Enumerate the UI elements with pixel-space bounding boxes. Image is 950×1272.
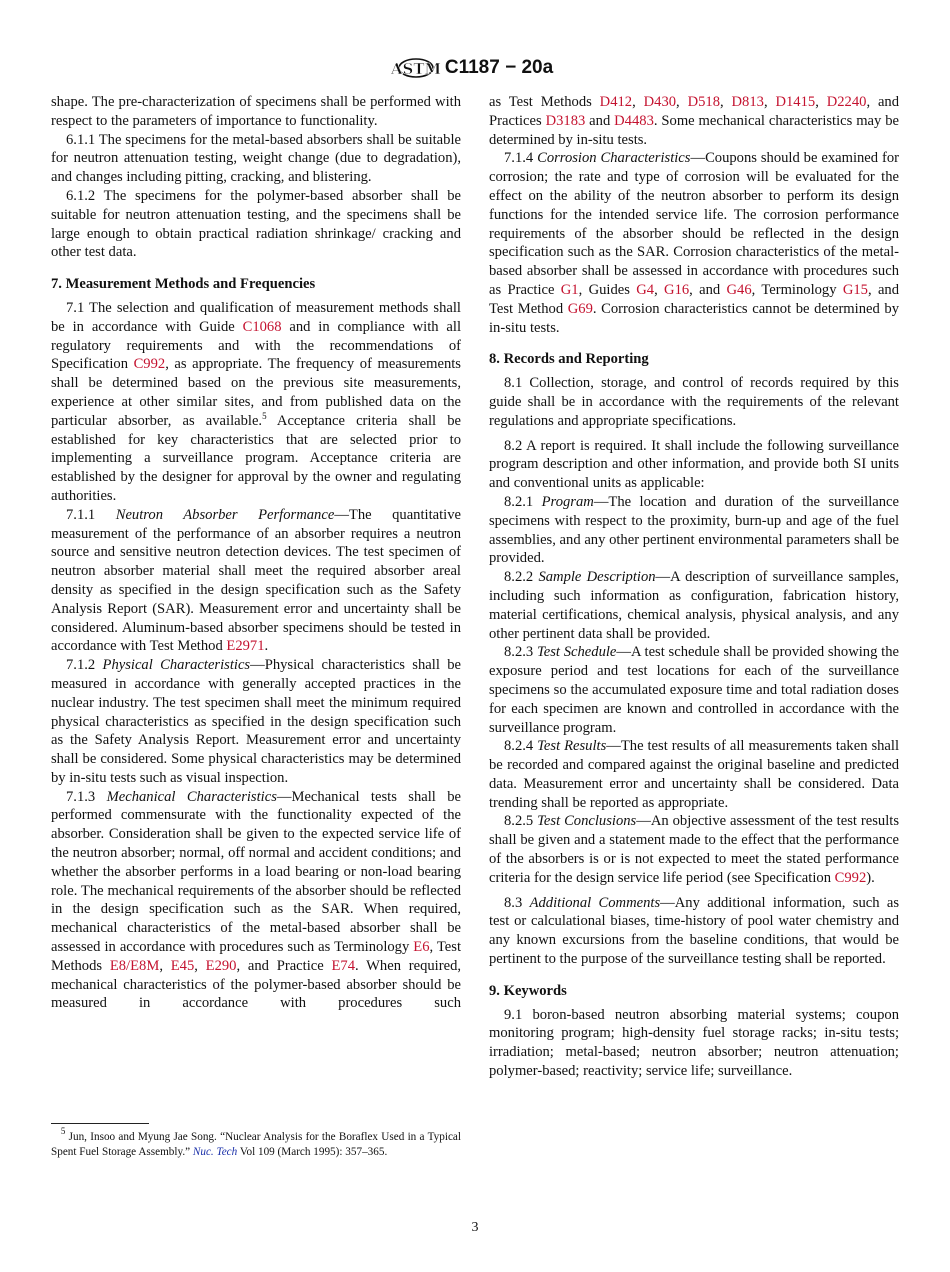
- text-run: 7.1.2: [66, 657, 103, 674]
- paragraph: [489, 894, 899, 969]
- text-run: , and Practices: [489, 94, 900, 129]
- text-run: —Any additional information, such as test or calculational biases, time-history of pool water chemistry and any known excursions from the baseline conditions, that would be pertinent to the purpose of the surveillance testing shall be reported.: [489, 894, 900, 968]
- text-run: 8.3: [504, 894, 530, 911]
- svg-text:ASTM: ASTM: [390, 60, 441, 78]
- text-run: —The test results of all measurements taken shall be recorded and compared against the original baseline and predicted data. Measurement error and uncertainty shall be considered. Data trending shall be reported as appropriate.: [489, 738, 900, 811]
- paragraph: [489, 93, 899, 149]
- paragraph: [489, 737, 899, 812]
- footnote-reference[interactable]: 5: [262, 410, 267, 421]
- text-run: —Coupons should be examined for corrosion; the rate and type of corrosion will be evaluated for the effect on the ability of the neutron absorber to perform its design functions for the intended service life. The corrosion performance requirements of the absorber should be reflected in the design specification such as the SAR. Corrosion characteristics of the metal-based absorber shall be assessed in accordance with procedures such as Practice: [489, 150, 899, 298]
- subsection-title: Test Schedule: [536, 644, 617, 661]
- text-run: —The location and duration of the surveillance specimens with respect to the proximity, burn-up and age of the fuel assemblies, and any other pertinent environmental parameters shall be provided.: [489, 493, 899, 567]
- reference-link[interactable]: G1: [560, 281, 579, 298]
- paragraph: [51, 93, 461, 131]
- paragraph: [489, 493, 899, 568]
- text-run: 8.2.4: [504, 738, 538, 755]
- footnote-text: Jun, Insoo and Myung Jae Song. “Nuclear Analysis for the Boraflex Used in a Typical Spent Fuel Storage Assembly.”: [51, 1131, 461, 1158]
- paragraph: [489, 149, 899, 337]
- text-run: , and: [689, 281, 727, 298]
- text-run: shape. The pre-characterization of specimens shall be performed with respect to the parameters of importance to functionality.: [51, 94, 461, 129]
- text-run: 8.2 A report is required. It shall include the following surveillance program description and other information, and provide both SI units and conventional units as applicable:: [489, 437, 899, 492]
- section-heading: [51, 275, 461, 294]
- footnote-number: 5: [60, 1126, 66, 1136]
- text-run: 7.1.1: [66, 506, 116, 523]
- text-run: 9.1 boron-based neutron absorbing material systems; coupon monitoring program; high-density fuel storage racks; in-situ tests; irradiation; metal-based; neutron absorber; neutron attenuation; polymer-based; reactivity; service life; surveillance.: [489, 1006, 899, 1080]
- text-run: , Guides: [578, 281, 637, 298]
- text-run: 7.1 The selection and qualification of measurement methods shall be in accordance with Guide: [51, 299, 461, 335]
- reference-link[interactable]: C992: [834, 869, 867, 886]
- reference-link[interactable]: D1415: [775, 94, 816, 110]
- text-run: 7.1.4: [504, 150, 538, 167]
- text-run: , Test Methods: [51, 939, 462, 974]
- section-heading: [489, 982, 899, 1001]
- paragraph: [51, 656, 461, 788]
- reference-link[interactable]: E2971: [226, 638, 265, 655]
- text-run: 8. Records and Reporting: [489, 351, 649, 368]
- footnote-divider: [51, 1123, 149, 1124]
- text-run: —A description of surveillance samples, including such information as configuration, fabrication history, material certifications, chemical analysis, physical analysis, and any other pertinent data shall be provided.: [489, 569, 899, 642]
- text-run: ,: [159, 957, 171, 974]
- standard-designation: C1187 − 20a: [444, 57, 554, 78]
- subsection-title: Neutron Absorber Performance: [115, 506, 335, 523]
- text-run: —Mechanical tests shall be performed commensurate with the functionality expected of the absorber. Consideration shall be given to the expected service life of the neutron absorber; normal, off normal and accident conditions; and whether the absorber performs in a load bearing or non-load bearing role. The mechanical requirements of the absorber should be reflected in the design specification such as the SAR. When required, mechanical characteristics of the metal-based absorber shall be assessed in accordance with procedures such as Terminology: [51, 788, 462, 956]
- paragraph: [51, 187, 461, 262]
- subsection-title: Physical Characteristics: [102, 657, 251, 674]
- reference-link[interactable]: D2240: [826, 94, 867, 110]
- reference-link[interactable]: C992: [133, 356, 166, 373]
- text-run: 8.1 Collection, storage, and control of records required by this guide shall be in accordance with the requirements of the relevant regulations and appropriate specifications.: [489, 375, 899, 429]
- subsection-title: Test Conclusions: [537, 813, 637, 830]
- text-run: 6.1.1 The specimens for the metal-based absorbers shall be suitable for neutron attenuation testing, weight change (due to degradation), and changes including pitting, cracking, and blistering.: [51, 131, 461, 186]
- paragraph: [489, 812, 899, 887]
- text-run: , Terminology: [751, 281, 843, 298]
- text-run: ,: [763, 94, 776, 110]
- footnote-journal-link[interactable]: Nuc. Tech: [192, 1146, 238, 1158]
- subsection-title: Additional Comments: [529, 894, 661, 911]
- text-run: Acceptance criteria shall be established for key characteristics that are selected prior to implementing a surveillance program. Acceptance criteria are established by the designer for approval by the owner and regulating authorities.: [51, 412, 461, 504]
- text-run: 7. Measurement Methods and Frequencies: [51, 276, 316, 293]
- text-run: ,: [632, 94, 644, 110]
- text-run: . Some mechanical characteristics may be determined by in-situ tests.: [489, 112, 899, 148]
- text-run: ,: [720, 94, 732, 110]
- text-run: . Corrosion characteristics cannot be determined by in-situ tests.: [489, 300, 899, 336]
- text-run: , and Test Method: [489, 281, 900, 317]
- text-run: —Physical characteristics shall be measured in accordance with generally accepted practices in the nuclear industry. The test specimen shall meet the minimum required physical characteristics as specified in the design specification such as the Safety Analysis Report. Measurement error and uncertainty shall be considered. Some physical characteristics may be determined by in-situ tests such as visual inspection.: [51, 657, 461, 786]
- text-run: and: [585, 112, 615, 129]
- reference-link[interactable]: G4: [636, 281, 655, 298]
- reference-link[interactable]: D518: [687, 94, 720, 110]
- paragraph: [489, 643, 899, 737]
- paragraph: [51, 788, 461, 1014]
- text-run: ,: [654, 281, 665, 298]
- text-run: —The quantitative measurement of the performance of an absorber requires a neutron source and sensitive neutron detection devices. The test specimen of neutron absorber material shall meet the required absorber areal density as specified in the design specification such as the Safety Analysis Report (SAR). Measurement error and uncertainty shall be considered. Aluminum-based absorber specimens should be tested in accordance with Test Method: [51, 506, 462, 655]
- page-header: [0, 52, 950, 84]
- text-run: , as appropriate. The frequency of measurements shall be determined based on the previous site measurements, experience at other similar sites, and from published data on the particular absorber, as available.: [51, 356, 461, 429]
- reference-link[interactable]: E45: [170, 957, 195, 974]
- subsection-title: Corrosion Characteristics: [537, 150, 691, 167]
- footnote-text-end: Vol 109 (March 1995): 357–365.: [237, 1146, 388, 1158]
- reference-link[interactable]: D430: [643, 94, 677, 110]
- astm-logo-icon: [390, 52, 441, 84]
- subsection-title: Test Results: [537, 738, 607, 755]
- page-number: 3: [471, 1220, 479, 1235]
- reference-link[interactable]: E74: [331, 957, 355, 974]
- reference-link[interactable]: G15: [842, 281, 868, 298]
- reference-link[interactable]: E8/E8M: [109, 957, 160, 974]
- reference-link[interactable]: D3183: [545, 112, 586, 129]
- paragraph: [489, 437, 899, 493]
- subsection-title: Program: [541, 493, 594, 510]
- footnote: [51, 1126, 461, 1160]
- paragraph: [51, 506, 461, 656]
- paragraph: [51, 299, 461, 506]
- text-run: —A test schedule shall be provided showing the exposure period and test locations for each of the surveillance specimens so the accumulated exposure time and total radiation doses for each specimen are known and controlled in accordance with the surveillance program.: [489, 644, 899, 736]
- paragraph: [489, 568, 899, 643]
- text-run: ,: [194, 957, 206, 974]
- text-run: as Test Methods: [489, 94, 600, 110]
- text-run: 8.2.5: [504, 813, 538, 830]
- reference-link[interactable]: D4483: [614, 112, 654, 129]
- paragraph: [489, 374, 899, 430]
- subsection-title: Sample Description: [538, 569, 656, 586]
- text-run: ,: [676, 94, 688, 110]
- reference-link[interactable]: G16: [664, 281, 690, 298]
- text-run: .: [264, 638, 269, 655]
- text-run: 8.2.2: [504, 569, 539, 586]
- left-column: [51, 93, 461, 1013]
- text-run: ,: [815, 94, 827, 110]
- text-run: 6.1.2 The specimens for the polymer-based absorber shall be suitable for neutron attenuation testing, and the specimens shall be large enough to obtain practical radiation shrinkage/ cracking and other test data.: [51, 187, 461, 261]
- text-run: 8.2.3: [504, 644, 537, 661]
- section-heading: [489, 350, 899, 369]
- reference-link[interactable]: C1068: [242, 318, 282, 335]
- paragraph: [51, 131, 461, 187]
- text-run: 7.1.3: [66, 788, 107, 805]
- subsection-title: Mechanical Characteristics: [106, 788, 277, 805]
- text-run: , and Practice: [236, 957, 332, 974]
- text-run: and in compliance with all regulatory requirements and with the recommendations of Specification: [51, 318, 461, 373]
- reference-link[interactable]: E6: [413, 939, 430, 956]
- text-run: 8.2.1: [504, 493, 542, 510]
- paragraph: [489, 1006, 899, 1081]
- text-run: —An objective assessment of the test results shall be given and a statement made to the effect that the performance of the absorbers is or is not expected to meet the stated performance criteria for the design service life period (see Specification: [489, 813, 899, 886]
- reference-link[interactable]: E290: [205, 957, 237, 974]
- reference-link[interactable]: G46: [726, 281, 752, 298]
- text-run: ).: [866, 869, 875, 886]
- reference-link[interactable]: D813: [731, 94, 764, 110]
- reference-link[interactable]: G69: [567, 300, 593, 317]
- text-run: 9. Keywords: [489, 982, 567, 999]
- right-column: [489, 93, 899, 1081]
- reference-link[interactable]: D412: [599, 94, 633, 110]
- text-run: . When required, mechanical characteristics of the polymer-based absorber should be measured in accordance with procedures such: [51, 957, 462, 1012]
